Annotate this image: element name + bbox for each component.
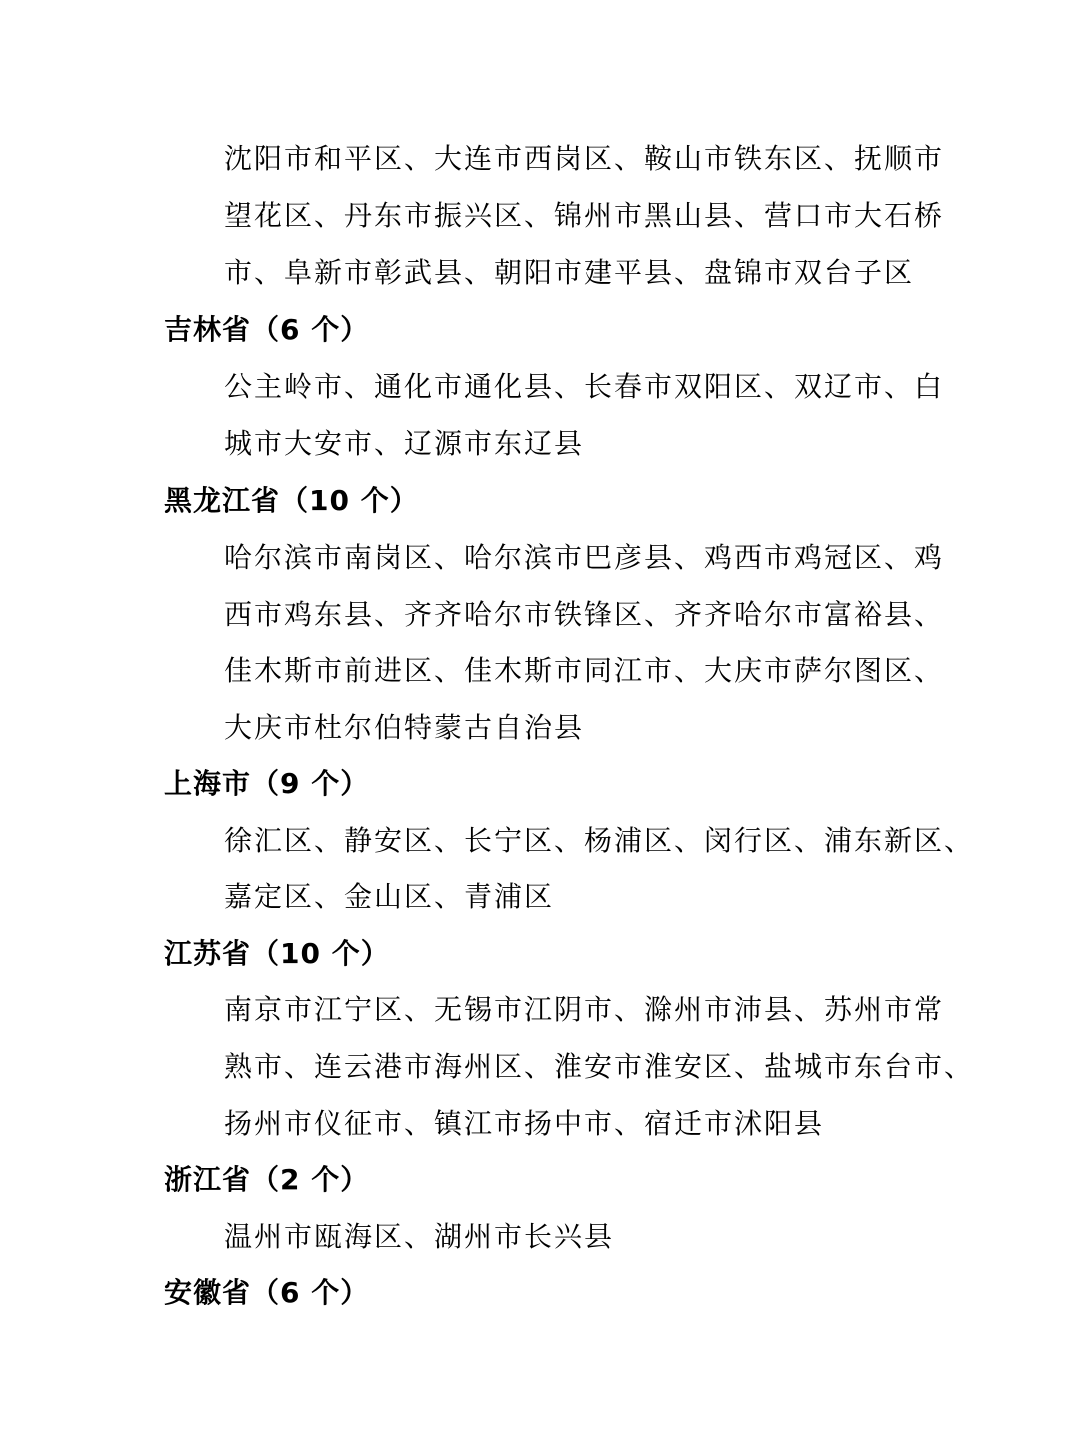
body-line: 公主岭市、通化市通化县、长春市双阳区、双辽市、白 (224, 370, 945, 403)
section-heading-zhejiang: 浙江省（2 个） (164, 1163, 370, 1196)
body-line: 市、阜新市彰武县、朝阳市建平县、盘锦市双台子区 (224, 256, 915, 289)
body-line: 望花区、丹东市振兴区、锦州市黑山县、营口市大石桥 (224, 199, 945, 232)
section-heading-jiangsu: 江苏省（10 个） (164, 937, 390, 970)
body-line: 熟市、连云港市海州区、淮安市淮安区、盐城市东台市、 (224, 1050, 975, 1083)
section-heading-shanghai: 上海市（9 个） (164, 767, 370, 800)
body-line: 扬州市仪征市、镇江市扬中市、宿迁市沭阳县 (224, 1107, 825, 1140)
section-heading-anhui: 安徽省（6 个） (164, 1276, 370, 1309)
body-line: 温州市瓯海区、湖州市长兴县 (224, 1220, 615, 1253)
section-heading-heilongjiang: 黑龙江省（10 个） (164, 484, 419, 517)
body-line: 嘉定区、金山区、青浦区 (224, 880, 555, 913)
body-line: 西市鸡东县、齐齐哈尔市铁锋区、齐齐哈尔市富裕县、 (224, 598, 945, 631)
body-line: 佳木斯市前进区、佳木斯市同江市、大庆市萨尔图区、 (224, 654, 945, 687)
body-line: 城市大安市、辽源市东辽县 (224, 427, 585, 460)
body-line: 沈阳市和平区、大连市西岗区、鞍山市铁东区、抚顺市 (224, 142, 945, 175)
body-line: 南京市江宁区、无锡市江阴市、滁州市沛县、苏州市常 (224, 993, 945, 1026)
body-line: 大庆市杜尔伯特蒙古自治县 (224, 711, 585, 744)
body-line: 徐汇区、静安区、长宁区、杨浦区、闵行区、浦东新区、 (224, 824, 975, 857)
section-heading-jilin: 吉林省（6 个） (164, 313, 370, 346)
body-line: 哈尔滨市南岗区、哈尔滨市巴彦县、鸡西市鸡冠区、鸡 (224, 541, 945, 574)
